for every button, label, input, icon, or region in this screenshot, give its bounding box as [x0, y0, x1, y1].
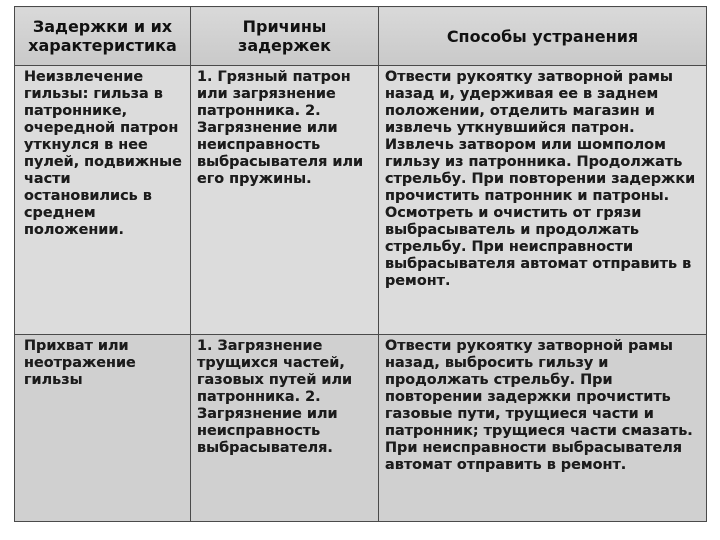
header-row	[15, 7, 707, 66]
delay-cell: Неизвлечение гильзы: гильза в патроннике, очередной патрон уткнулся в нее пулей, подвижные части остановились в среднем положении.	[15, 66, 191, 335]
delay-cell: Прихват или неотражение гильзы	[15, 335, 191, 522]
delays-table	[14, 6, 707, 522]
table-row	[15, 335, 707, 522]
remedy-cell: Отвести рукоятку затворной рамы назад и, удерживая ее в заднем положении, отделить магазин и извлечь уткнувшийся патрон. Извлечь затвором или шомполом гильзу из патронника. Продолжать стрельбу. При повторении задержки прочистить патронник и патроны. Осмотреть и очистить от грязи выбрасыватель и продолжать стрельбу. При неисправности выбрасывателя автомат отправить в ремонт.	[379, 66, 707, 335]
header-delays: Задержки и их характеристика	[15, 7, 191, 66]
header-causes: Причины задержек	[191, 7, 379, 66]
cause-cell: 1. Загрязнение трущихся частей, газовых путей или патронника. 2. Загрязнение или неисправность выбрасывателя.	[191, 335, 379, 522]
cause-cell: 1. Грязный патрон или загрязнение патронника. 2. Загрязнение или неисправность выбрасывателя или его пружины.	[191, 66, 379, 335]
remedy-cell: Отвести рукоятку затворной рамы назад, выбросить гильзу и продолжать стрельбу. При повторении задержки прочистить газовые пути, трущиеся части и патронник; трущиеся части смазать. При неисправности выбрасывателя автомат отправить в ремонт.	[379, 335, 707, 522]
table-row	[15, 66, 707, 335]
header-remedies: Способы устранения	[379, 7, 707, 66]
